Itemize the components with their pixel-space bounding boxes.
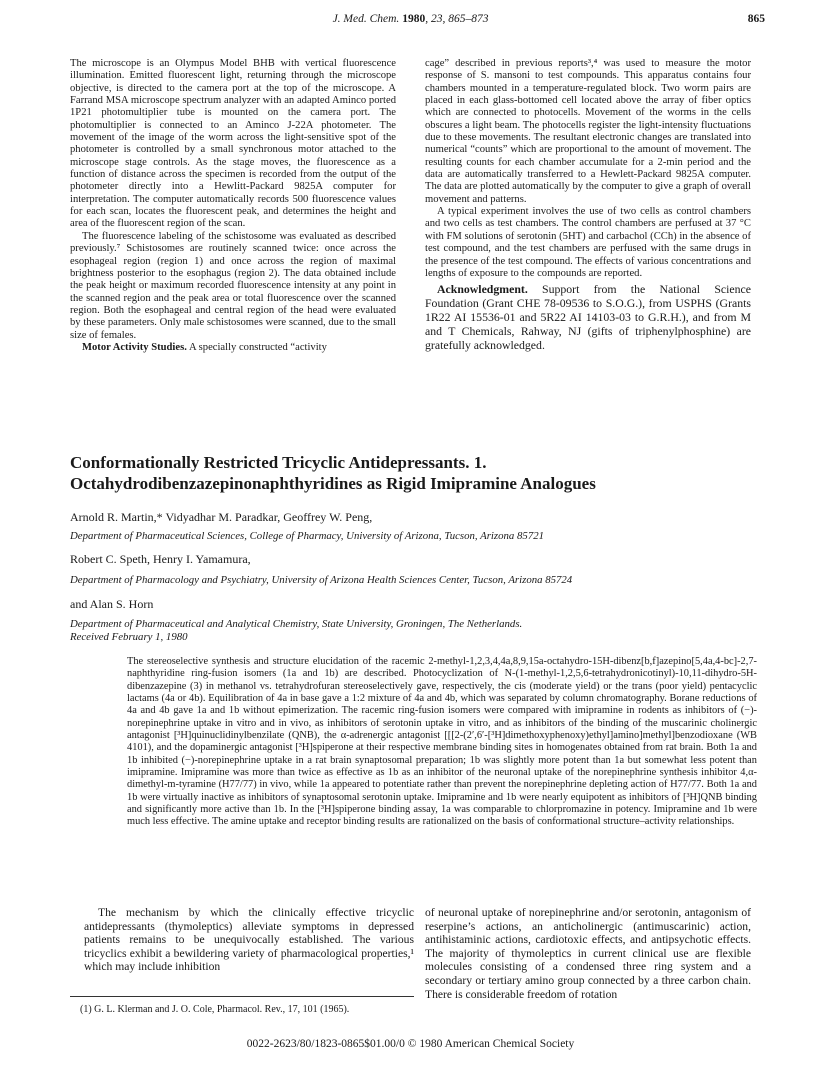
paragraph: A typical experiment involves the use of two cells as control chambers and two cells as test chambers. The control chambers are perfused at 37 °C with FM solutions of serotonin (5HT) and carbachol (CCh) in the absence of test compound, and the test chambers are perfused with the same drugs in the presence of the test compound. The effects of various concentrations and lengths of exposure to the compounds are reported. (425, 206, 751, 279)
paragraph: The fluorescence labeling of the schistosome was evaluated as described previously.⁷ Schistosomes are routinely scanned twice: once across the esophageal region (region 1) and once across the region of maximal brightness posterior to the esophagus (region 2). The data obtained include the peak height or maximum recorded fluorescence intensity at any point in the scanned region and the peak area or total fluorescence over the scanned region. Both the esophageal and central region of the head were evaluated by these parameters. Only male schistosomes were scanned, due to the small size of females. (70, 230, 396, 341)
journal-name: J. Med. Chem. (332, 13, 400, 25)
affiliation-1: Department of Pharmaceutical Sciences, College of Pharmacy, University of Arizona, Tucson, Arizona 85721 (70, 530, 545, 542)
journal-volume: 23 (430, 13, 443, 25)
section-heading: Motor Activity Studies. (82, 341, 187, 353)
acknowledgment-text: Support from the National Science Foundation (Grant CHE 78-09536 to S.O.G.), from USPHS (Grants 1R22 AI 15536-01 and 5R22 AI 14103-03 to G.R.H.), and from M and T Chemicals, Rahway, NJ (gifts of triphenylphosphine) are gratefully acknowledged. (425, 282, 751, 353)
body-left-column (84, 906, 414, 974)
previous-article-left-column (70, 58, 396, 354)
journal-year: 1980 (402, 13, 426, 25)
acknowledgment-heading: Acknowledgment. (437, 282, 528, 297)
copyright-footer: 0022-2623/80/1823-0865$01.00/0 © 1980 American Chemical Society (246, 1038, 575, 1050)
author-list-2: Robert C. Speth, Henry I. Yamamura, (70, 552, 251, 566)
paragraph: The mechanism by which the clinically effective tricyclic antidepressants (thymoleptics) alleviate symptoms in depressed patients remains to be unequivocally established. The various tricyclics exhibit a bewildering variety of pharmacological properties,¹ which may include inhibition (84, 906, 414, 974)
page-number: 865 (747, 13, 765, 25)
footnote-rule (70, 996, 414, 997)
article-title (70, 452, 760, 494)
footnote: (1) G. L. Klerman and J. O. Cole, Pharmacol. Rev., 17, 101 (1965). (80, 1004, 350, 1015)
title-line-2: Octahydrodibenzazepinonaphthyridines as Rigid Imipramine Analogues (70, 474, 596, 493)
journal-pages: 865–873 (448, 13, 489, 25)
received-date: Received February 1, 1980 (70, 631, 188, 643)
previous-article-right-column (425, 58, 751, 352)
abstract: The stereoselective synthesis and structure elucidation of the racemic 2-methyl-1,2,3,4,4a,8,9,15a-octahydro-15H-dibenz[b,f]azepino[5,4a,4-bc]-2,7-naphthyridine ring-fusion isomers (1a and 1b) are described. Photocyclization of N-(1-methyl-1,2,5,6-tetrahydronicotinyl)-10,11-dihydro-5H-dibenzazepine (3) in methanol vs. tetrahydrofuran stereoselectively gave, respectively, the cis (moderate yield) or the trans (poor yield) pentacyclic lactams (4a or 4b). Equilibration of 4a in base gave a 1:2 mixture of 4a and 4b, which was separated by column chromatography. Borane reductions of 4a and 4b gave 1a and 1b without epimerization. The racemic ring-fusion isomers were compared with imipramine in rodents as inhibitors of (−)-norepinephrine uptake in vitro and in vivo, as inhibitors of serotonin uptake in vitro, and as inhibitors of the binding of the muscarinic cholinergic antagonist [³H]quinuclidinylbenzilate (QNB), the α-adrenergic antagonist [[[2-(2′,6′-[³H]dimethoxyphenoxy)ethyl]amino]methyl]benzodioxane (WB 4101), and the dopaminergic antagonist [³H]spiperone at their respective membrane binding sites in homogenates obtained from rat brain. Both 1a and 1b inhibited (−)-norepinephrine uptake in a rat brain synaptosomal preparation; 1b was slightly more potent than 1a but somewhat less potent than imipramine. Imipramine was more than twice as effective as 1b as an inhibitor of the neuronal uptake of the norepinephrine synthesis inhibitor 4,α-dimethyl-m-tyramine (H77/77) in vivo, while 1a appeared to potentiate rather than prevent the norepinephrine depleting action of H77/77. Both 1a and 1b were virtually inactive as inhibitors of synaptosomal serotonin uptake. Imipramine and 1b were nearly equipotent as inhibitors of [³H]QNB binding and significantly more active than 1b. In the [³H]spiperone binding assay, 1a was comparable to chlorpromazine in potency. Imipramine and 1b were much less effective. The amine uptake and receptor binding results are rationalized on the basis of conformational structure–activity relationships. (127, 656, 757, 828)
author-list-1: Arnold R. Martin,* Vidyadhar M. Paradkar, Geoffrey W. Peng, (70, 510, 373, 524)
paragraph (70, 342, 396, 354)
body-right-column (425, 906, 751, 1001)
title-line-1: Conformationally Restricted Tricyclic Antidepressants. 1. (70, 453, 487, 472)
acknowledgment (425, 282, 751, 352)
paragraph: The microscope is an Olympus Model BHB with vertical fluorescence illumination. Emitted fluorescent light, returning through the microscope objective, is directed to the camera port at the top of the microscope. A Farrand MSA microscope spectrum analyzer with an adapted Aminco ported 1P21 photomultiplier tube is mounted on the camera port. The photomultiplier is connected to an Aminco J-22A photometer. The movement of the image of the worm across the light-sensitive spot of the photometer is controlled by a small synchronous motor attached to the microscope stage controls. As the stage moves, the fluorescence as a function of distance across the specimen is recorded from the output of the photometer directly into a Hewlitt-Packard 9825A computer for interpretation. The computer automatically records 500 fluorescence values for each scan, locates the fluorescent peak, and determines the height and area of the fluorescent region of the scan. (70, 58, 396, 230)
author-list-3: and Alan S. Horn (70, 597, 154, 611)
paragraph: of neuronal uptake of norepinephrine and/or serotonin, antagonism of reserpine’s actions, an anticholinergic (antimuscarinic) action, antihistaminic actions, cardiotoxic effects, and antipsychotic effects. The majority of thymoleptics in current clinical use are flexible molecules consisting of a condensed three ring system and a secondary or tertiary amino group connected by a three carbon chain. There is considerable freedom of rotation (425, 906, 751, 1001)
affiliation-2: Department of Pharmacology and Psychiatry, University of Arizona Health Sciences Center, Tucson, Arizona 85724 (70, 574, 573, 586)
running-header: J. Med. Chem. 1980, 23, 865–873 (332, 13, 489, 25)
paragraph-text: A specially constructed “activity (188, 341, 327, 353)
paragraph: cage” described in previous reports³,⁴ was used to measure the motor response of S. mansoni to test compounds. This apparatus contains four chambers mounted in a temperature-regulated block. Two worm pairs are placed in each glass-bottomed cell located above the array of fiber optics which are connected to photocells. Movement of the worms in the cells obscures a light beam. The photocells register the light-intensity fluctuations due to these movements. The resultant electronic changes are translated into numerical “counts” which are proportional to the amount of movement. The resulting counts for each chamber accumulate for a 2-min period and the data are automatically transferred to a Hewlett-Packard 9825A computer. The data are plotted automatically by the computer to give a graph of overall movement and patterns. (425, 58, 751, 205)
affiliation-3: Department of Pharmaceutical and Analytical Chemistry, State University, Groningen, The Netherlands. (70, 618, 523, 630)
